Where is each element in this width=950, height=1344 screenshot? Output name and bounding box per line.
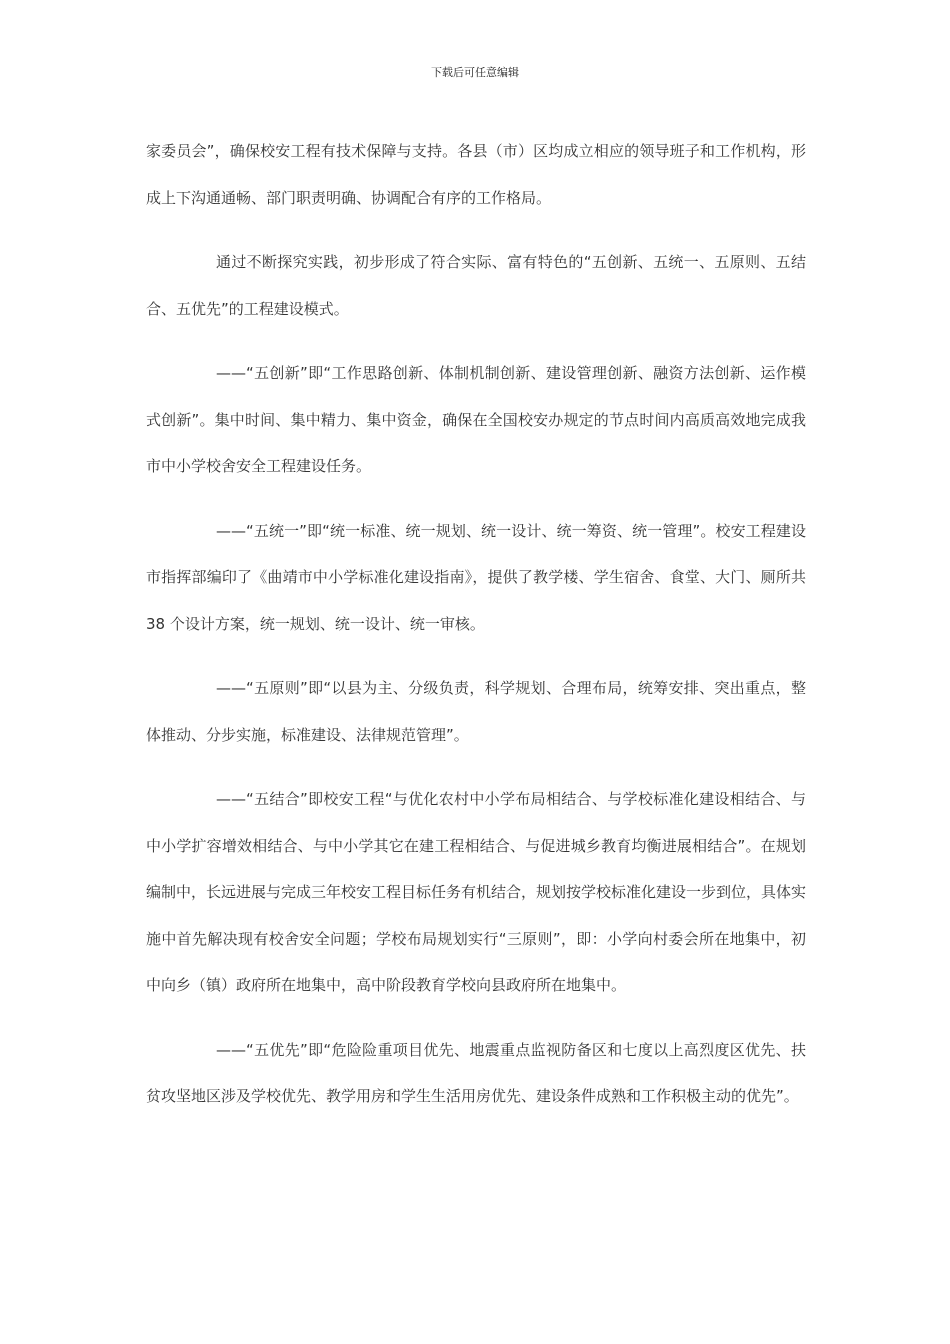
paragraph-five-combinations: ——“五结合”即校安工程“与优化农村中小学布局相结合、与学校标准化建设相结合、与中小学扩容增效相结合、与中小学其它在建工程相结合、与促进城乡教育均衡进展相结合”。在规划编制中，长远进展与完成三年校安工程目标任务有机结合，规划按学校标准化建设一步到位，具体实施中首先解决现有校舍安全问题；学校布局规划实行“三原则”，即：小学向村委会所在地集中，初中向乡（镇）政府所在地集中，高中阶段教育学校向县政府所在地集中。 bbox=[146, 790, 807, 994]
paragraph-five-unifications: ——“五统一”即“统一标准、统一规划、统一设计、统一筹资、统一管理”。校安工程建设市指挥部编印了《曲靖市中小学标准化建设指南》，提供了教学楼、学生宿舍、食堂、大门、厕所共 38 个设计方案，统一规划、统一设计、统一审核。 bbox=[146, 521, 806, 633]
paragraph-construction-mode: 通过不断探究实践，初步形成了符合实际、富有特色的“五创新、五统一、五原则、五结合、五优先”的工程建设模式。 bbox=[146, 253, 806, 318]
document-body bbox=[146, 128, 806, 1120]
paragraph-committee: 家委员会”，确保校安工程有技术保障与支持。各县（市）区均成立相应的领导班子和工作机构，形成上下沟通通畅、部门职责明确、协调配合有序的工作格局。 bbox=[146, 142, 806, 207]
page-header-note: 下载后可任意编辑 bbox=[431, 66, 519, 79]
paragraph-five-priorities: ——“五优先”即“危险险重项目优先、地震重点监视防备区和七度以上高烈度区优先、扶贫攻坚地区涉及学校优先、教学用房和学生生活用房优先、建设条件成熟和工作积极主动的优先”。 bbox=[146, 1040, 806, 1105]
paragraph-five-innovations: ——“五创新”即“工作思路创新、体制机制创新、建设管理创新、融资方法创新、运作模式创新”。集中时间、集中精力、集中资金，确保在全国校安办规定的节点时间内高质高效地完成我市中小学校舍安全工程建设任务。 bbox=[146, 364, 806, 475]
paragraph-five-principles: ——“五原则”即“以县为主、分级负责，科学规划、合理布局，统筹安排、突出重点，整体推动、分步实施，标准建设、法律规范管理”。 bbox=[146, 679, 806, 744]
